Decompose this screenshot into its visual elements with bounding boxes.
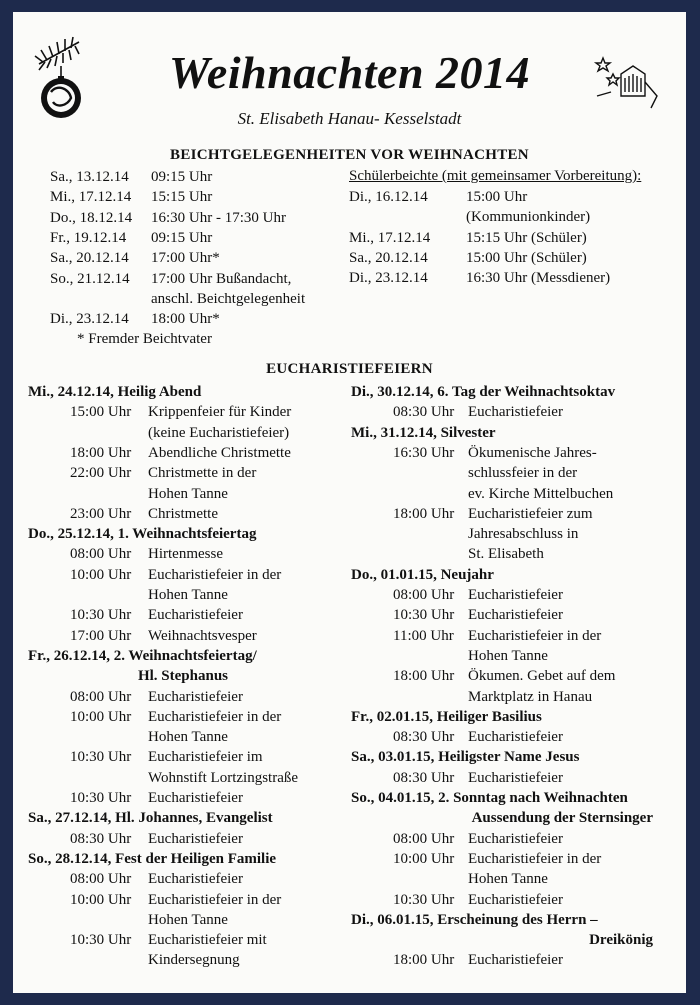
service-description: Krippenfeier für Kinder	[148, 404, 292, 421]
service-time: 10:00 Uhr	[70, 566, 132, 583]
service-time: 08:00 Uhr	[70, 688, 132, 705]
day-heading: Do., 01.01.15, Neujahr	[351, 566, 494, 583]
service-time: 18:00 Uhr	[393, 668, 455, 685]
day-heading-continued: Dreikönig	[589, 932, 653, 949]
confession-time: 18:00 Uhr*	[151, 311, 220, 328]
eucharist-heading: EUCHARISTIEFEIERN	[266, 361, 433, 377]
service-description: Eucharistiefeier mit	[148, 932, 267, 949]
service-time: 16:30 Uhr	[393, 444, 455, 461]
pupil-confession-time: 16:30 Uhr (Messdiener)	[466, 270, 611, 287]
service-description: Wohnstift Lortzingstraße	[148, 769, 299, 786]
service-description: schlussfeier in der	[468, 465, 578, 482]
confession-heading: BEICHTGELEGENHEITEN VOR WEIHNACHTEN	[170, 147, 529, 163]
confession-time: anschl. Beichtgelegenheit	[151, 290, 306, 307]
service-time: 08:30 Uhr	[393, 404, 455, 421]
confession-time: 09:15 Uhr	[151, 229, 213, 246]
pupil-confession-date: Sa., 20.12.14	[349, 249, 428, 266]
service-time: 10:30 Uhr	[70, 790, 132, 806]
service-description: Eucharistiefeier in der	[148, 891, 282, 908]
service-description: Abendliche Christmette	[148, 444, 291, 461]
service-time: 18:00 Uhr	[393, 505, 455, 522]
confession-date: Mi., 17.12.14	[50, 189, 132, 206]
day-heading: Di., 06.01.15, Erscheinung des Herrn –	[351, 911, 598, 928]
service-description: St. Elisabeth	[468, 546, 544, 563]
day-heading: Mi., 31.12.14, Silvester	[351, 424, 496, 441]
confession-time: 17:00 Uhr Bußandacht,	[151, 270, 292, 287]
day-heading: Fr., 26.12.14, 2. Weihnachtsfeiertag/	[28, 647, 257, 664]
service-description: Eucharistiefeier in der	[148, 566, 282, 583]
service-description: Ökumenische Jahres-	[468, 444, 597, 461]
confession-date: Sa., 20.12.14	[50, 250, 129, 267]
service-time: 10:00 Uhr	[393, 850, 455, 867]
service-description: (keine Eucharistiefeier)	[148, 424, 290, 441]
service-description: Eucharistiefeier	[468, 587, 563, 603]
day-heading: Sa., 03.01.15, Heiligster Name Jesus	[351, 749, 580, 766]
service-description: Hirtenmesse	[148, 546, 223, 563]
service-description: Eucharistiefeier	[148, 871, 243, 888]
service-description: Marktplatz in Hanau	[468, 688, 593, 705]
day-heading: Sa., 27.12.14, Hl. Johannes, Evangelist	[28, 810, 273, 827]
service-description: Eucharistiefeier	[148, 830, 243, 847]
service-time: 08:00 Uhr	[393, 587, 455, 603]
service-description: Eucharistiefeier	[468, 891, 563, 908]
service-time: 22:00 Uhr	[70, 465, 132, 482]
service-time: 10:00 Uhr	[70, 891, 132, 908]
service-description: Eucharistiefeier	[468, 404, 563, 421]
service-description: Eucharistiefeier in der	[468, 850, 602, 867]
service-time: 15:00 Uhr	[70, 404, 132, 421]
service-description: Eucharistiefeier	[468, 830, 563, 847]
service-time: 08:00 Uhr	[70, 871, 132, 888]
service-description: Hohen Tanne	[148, 911, 228, 928]
service-description: Ökumen. Gebet auf dem	[468, 668, 616, 685]
pupil-confession-date: Mi., 17.12.14	[349, 229, 431, 246]
confession-footnote: * Fremder Beichtvater	[77, 331, 212, 347]
service-description: Jahresabschluss in	[468, 526, 579, 543]
confession-date: Do., 18.12.14	[50, 209, 133, 226]
confession-time: 17:00 Uhr*	[151, 250, 220, 267]
pupil-confession-date: Di., 23.12.14	[349, 270, 428, 287]
service-time: 11:00 Uhr	[393, 627, 454, 644]
service-description: Hohen Tanne	[148, 729, 228, 746]
service-time: 18:00 Uhr	[393, 952, 455, 969]
pupil-confession-time: 15:15 Uhr (Schüler)	[466, 229, 587, 246]
service-time: 18:00 Uhr	[70, 444, 132, 461]
service-time: 08:30 Uhr	[393, 729, 455, 746]
service-description: Hohen Tanne	[468, 871, 548, 888]
service-description: Weihnachtsvesper	[148, 627, 257, 644]
day-heading: So., 04.01.15, 2. Sonntag nach Weihnachten	[351, 790, 628, 806]
service-description: Eucharistiefeier	[148, 688, 243, 705]
star-singers-logo-icon	[593, 52, 663, 112]
service-time: 10:30 Uhr	[393, 891, 455, 908]
pupil-confession-time: 15:00 Uhr	[466, 189, 528, 205]
service-time: 08:30 Uhr	[393, 769, 455, 786]
day-heading: Mi., 24.12.14, Heilig Abend	[28, 384, 202, 400]
pupil-confession-time: 15:00 Uhr (Schüler)	[466, 249, 587, 266]
confession-time: 09:15 Uhr	[151, 169, 213, 185]
day-heading-continued: Aussendung der Sternsinger	[471, 810, 653, 827]
confession-date: Sa., 13.12.14	[50, 169, 129, 185]
pupil-confession-time: (Kommunionkinder)	[466, 209, 591, 226]
service-description: ev. Kirche Mittelbuchen	[468, 485, 614, 502]
service-time: 23:00 Uhr	[70, 505, 132, 522]
service-time: 10:30 Uhr	[70, 607, 132, 624]
service-description: Eucharistiefeier	[468, 729, 563, 746]
day-heading: Fr., 02.01.15, Heiliger Basilius	[351, 708, 542, 725]
service-description: Hohen Tanne	[148, 587, 228, 603]
service-time: 08:00 Uhr	[70, 546, 132, 563]
pupil-confession-heading: Schülerbeichte (mit gemeinsamer Vorbereitung):	[349, 168, 642, 184]
confession-time: 16:30 Uhr - 17:30 Uhr	[151, 209, 286, 226]
service-description: Eucharistiefeier in der	[148, 708, 282, 725]
page-subtitle: St. Elisabeth Hanau- Kesselstadt	[237, 109, 462, 128]
pupil-confession-date: Di., 16.12.14	[349, 189, 428, 205]
service-time: 08:00 Uhr	[393, 830, 455, 847]
service-time: 10:30 Uhr	[393, 607, 455, 624]
day-heading: Di., 30.12.14, 6. Tag der Weihnachtsoktav	[351, 384, 616, 400]
service-description: Christmette in der	[148, 465, 257, 482]
service-time: 17:00 Uhr	[70, 627, 132, 644]
day-heading: So., 28.12.14, Fest der Heiligen Familie	[28, 850, 277, 867]
day-heading-continued: Hl. Stephanus	[137, 668, 229, 685]
confession-date: So., 21.12.14	[50, 270, 130, 287]
service-time: 10:00 Uhr	[70, 708, 132, 725]
service-description: Eucharistiefeier	[148, 607, 243, 624]
service-time: 08:30 Uhr	[70, 830, 132, 847]
page-title: Weihnachten 2014	[168, 47, 531, 98]
service-time: 10:30 Uhr	[70, 749, 132, 766]
service-description: Eucharistiefeier	[468, 607, 563, 624]
confession-date: Fr., 19.12.14	[50, 229, 127, 246]
confession-time: 15:15 Uhr	[151, 189, 213, 206]
service-description: Eucharistiefeier in der	[468, 627, 602, 644]
service-description: Eucharistiefeier	[148, 790, 243, 806]
flyer-page	[13, 12, 686, 993]
service-description: Eucharistiefeier im	[148, 749, 263, 766]
service-description: Eucharistiefeier zum	[468, 505, 593, 522]
service-description: Christmette	[148, 505, 218, 522]
service-description: Hohen Tanne	[468, 647, 548, 664]
service-time: 10:30 Uhr	[70, 932, 132, 949]
confession-date: Di., 23.12.14	[50, 311, 129, 328]
service-description: Kindersegnung	[148, 952, 240, 969]
service-description: Hohen Tanne	[148, 485, 228, 502]
service-description: Eucharistiefeier	[468, 952, 563, 969]
service-description: Eucharistiefeier	[468, 769, 563, 786]
day-heading: Do., 25.12.14, 1. Weihnachtsfeiertag	[28, 526, 257, 543]
